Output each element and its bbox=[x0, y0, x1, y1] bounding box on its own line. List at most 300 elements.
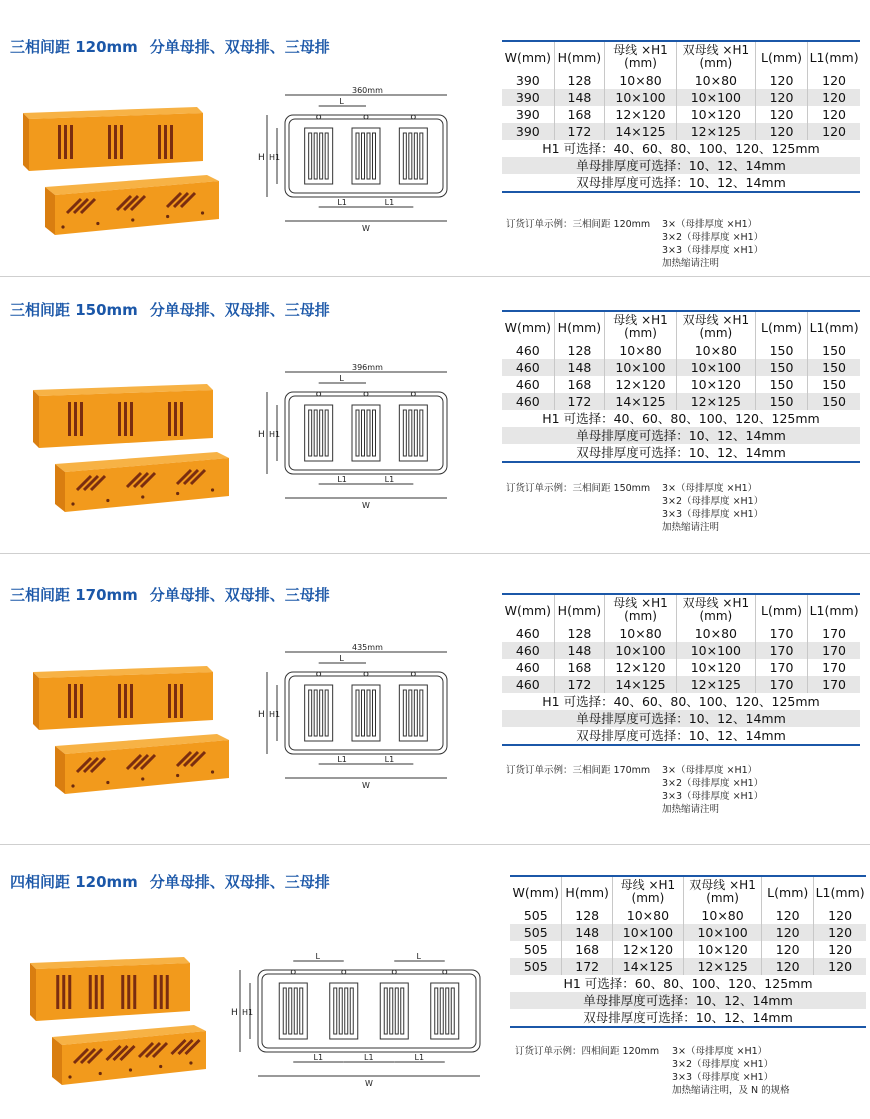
busbar-slot bbox=[373, 690, 376, 736]
dim-label-h1: H1 bbox=[269, 153, 281, 162]
table-header-cell bbox=[808, 594, 860, 625]
table-header-text: H(mm) bbox=[557, 602, 602, 618]
bolt-hole bbox=[131, 218, 134, 221]
busbar-slot bbox=[325, 410, 328, 456]
table-cell: 10×120 bbox=[683, 941, 761, 958]
busbar-slot bbox=[294, 988, 297, 1034]
dim-label-l: L bbox=[416, 952, 421, 961]
order-items bbox=[662, 218, 763, 270]
table-note-row bbox=[502, 727, 860, 745]
busbar-slot bbox=[320, 133, 323, 179]
table-cell: 128 bbox=[562, 907, 612, 924]
order-item: 3×（母排厚度 ×H1） bbox=[672, 1046, 768, 1057]
section-title bbox=[10, 871, 330, 892]
table-cell: 10×80 bbox=[676, 342, 755, 359]
dim-label-top: 435mm bbox=[352, 643, 383, 652]
table-header-cell bbox=[605, 594, 677, 625]
table-cell: 10×100 bbox=[605, 359, 677, 376]
lower-block bbox=[52, 1025, 206, 1085]
slot bbox=[80, 684, 83, 718]
table-row bbox=[502, 625, 860, 642]
table-cell: 10×100 bbox=[676, 89, 755, 106]
spec-table bbox=[502, 593, 860, 746]
slot bbox=[160, 975, 163, 1009]
dim-label-h: H bbox=[258, 153, 265, 163]
table-cell: 10×80 bbox=[683, 907, 761, 924]
slot bbox=[158, 125, 161, 159]
slot bbox=[170, 125, 173, 159]
busbar-slot bbox=[440, 988, 443, 1034]
busbar-slot bbox=[334, 988, 337, 1034]
mount-hole bbox=[291, 970, 295, 974]
busbar-slot bbox=[314, 133, 317, 179]
busbar-slot bbox=[420, 690, 423, 736]
table-cell: 10×100 bbox=[612, 924, 683, 941]
table-cell: 460 bbox=[502, 393, 554, 410]
bolt-hole bbox=[176, 492, 179, 495]
table-cell: 150 bbox=[808, 376, 860, 393]
busbar-slot bbox=[356, 133, 359, 179]
slot bbox=[130, 684, 133, 718]
bolt-hole bbox=[211, 770, 214, 773]
section-subtitle: 分单母排、双母排、三母排 bbox=[149, 873, 330, 891]
table-cell: 128 bbox=[554, 72, 605, 89]
order-item: 加热缩请注明 bbox=[662, 522, 720, 533]
slot bbox=[89, 975, 92, 1009]
busbar-slot bbox=[320, 690, 323, 736]
table-cell: 460 bbox=[502, 625, 554, 642]
order-items bbox=[672, 1045, 790, 1097]
order-example bbox=[506, 482, 856, 537]
table-cell: 168 bbox=[562, 941, 612, 958]
table-note-row bbox=[502, 140, 860, 157]
table-cell: 120 bbox=[814, 924, 866, 941]
busbar-slot bbox=[367, 133, 370, 179]
table-cell: 120 bbox=[814, 958, 866, 975]
table-header-cell bbox=[676, 41, 755, 72]
table-cell: 460 bbox=[502, 642, 554, 659]
spec-table bbox=[502, 310, 860, 463]
order-label: 订货订单示例：三相间距 150mm bbox=[506, 483, 651, 494]
order-item: 3×2（母排厚度 ×H1） bbox=[662, 778, 764, 789]
table-note: 双母排厚度可选择：10、12、14mm bbox=[502, 727, 860, 745]
busbar-slot bbox=[362, 133, 365, 179]
busbar-slot bbox=[314, 410, 317, 456]
table-note-row bbox=[502, 710, 860, 727]
dim-label-l: L bbox=[339, 374, 344, 383]
slot bbox=[118, 402, 121, 436]
table-cell: 170 bbox=[808, 676, 860, 693]
slot bbox=[180, 684, 183, 718]
bolt-hole bbox=[99, 1072, 102, 1075]
table-header-text: 母线 ×H1 (mm) bbox=[613, 313, 668, 340]
upper-block bbox=[33, 384, 213, 448]
table-cell: 120 bbox=[814, 907, 866, 924]
table-note-row bbox=[502, 157, 860, 174]
mount-hole bbox=[317, 392, 321, 396]
dimension-drawing bbox=[255, 362, 455, 512]
table-cell: 120 bbox=[814, 941, 866, 958]
table-cell: 12×125 bbox=[676, 393, 755, 410]
slot bbox=[118, 684, 121, 718]
table-cell: 170 bbox=[808, 625, 860, 642]
table-cell: 170 bbox=[808, 642, 860, 659]
table-header-cell bbox=[755, 41, 807, 72]
bolt-hole bbox=[68, 1075, 71, 1078]
slot bbox=[168, 402, 171, 436]
dim-label-top: 396mm bbox=[352, 363, 383, 372]
busbar-slot bbox=[325, 133, 328, 179]
table-header-cell bbox=[676, 311, 755, 342]
slot bbox=[108, 125, 111, 159]
slot bbox=[180, 402, 183, 436]
order-item: 3×3（母排厚度 ×H1） bbox=[662, 791, 764, 802]
table-cell: 10×120 bbox=[676, 376, 755, 393]
table-header-text: H(mm) bbox=[557, 49, 602, 65]
table-header-row bbox=[510, 876, 866, 907]
table-cell: 168 bbox=[554, 659, 605, 676]
table-note: H1 可选择：40、60、80、100、120、125mm bbox=[502, 140, 860, 157]
dim-label-w: W bbox=[362, 781, 370, 790]
bolt-hole bbox=[189, 1061, 192, 1064]
dim-label-w: W bbox=[362, 501, 370, 510]
section-1 bbox=[0, 0, 870, 276]
table-cell: 10×120 bbox=[676, 106, 755, 123]
table-cell: 12×120 bbox=[605, 659, 677, 676]
table-row bbox=[510, 958, 866, 975]
busbar-slot bbox=[414, 690, 417, 736]
busbar-slot bbox=[401, 988, 404, 1034]
busbar-slot bbox=[414, 410, 417, 456]
order-item: 3×3（母排厚度 ×H1） bbox=[662, 245, 764, 256]
busbar-slot bbox=[451, 988, 454, 1034]
section-4 bbox=[0, 845, 870, 1119]
slot bbox=[133, 975, 136, 1009]
upper-block bbox=[33, 666, 213, 730]
busbar-slot bbox=[283, 988, 286, 1034]
mount-hole bbox=[411, 672, 415, 676]
table-header-text: L1(mm) bbox=[815, 884, 865, 900]
table-cell: 170 bbox=[755, 625, 807, 642]
table-cell: 172 bbox=[554, 393, 605, 410]
order-label: 订货订单示例：三相间距 170mm bbox=[506, 765, 651, 776]
slot bbox=[58, 125, 61, 159]
table-cell: 505 bbox=[510, 924, 562, 941]
bolt-hole bbox=[71, 502, 74, 505]
table-cell: 460 bbox=[502, 676, 554, 693]
section-subtitle: 分单母排、双母排、三母排 bbox=[149, 38, 330, 56]
table-cell: 14×125 bbox=[605, 123, 677, 140]
section-title-text: 三相间距 120mm bbox=[10, 38, 138, 56]
table-cell: 172 bbox=[562, 958, 612, 975]
table-cell: 170 bbox=[755, 642, 807, 659]
table-cell: 120 bbox=[755, 72, 807, 89]
table-cell: 505 bbox=[510, 941, 562, 958]
table-cell: 390 bbox=[502, 72, 554, 89]
bolt-hole bbox=[141, 777, 144, 780]
busbar-slot bbox=[395, 988, 398, 1034]
table-row bbox=[502, 106, 860, 123]
table-cell: 390 bbox=[502, 106, 554, 123]
slot bbox=[70, 125, 73, 159]
section-subtitle: 分单母排、双母排、三母排 bbox=[149, 586, 330, 604]
section-title bbox=[10, 584, 330, 605]
slot bbox=[74, 684, 77, 718]
table-cell: 120 bbox=[755, 89, 807, 106]
order-item: 3×（母排厚度 ×H1） bbox=[662, 219, 758, 230]
table-cell: 170 bbox=[808, 659, 860, 676]
table-cell: 460 bbox=[502, 659, 554, 676]
busbar-slot bbox=[367, 410, 370, 456]
table-header-text: 双母线 ×H1 (mm) bbox=[689, 878, 756, 905]
table-cell: 150 bbox=[755, 393, 807, 410]
table-header-text: L1(mm) bbox=[809, 49, 859, 65]
table-header-cell bbox=[502, 311, 554, 342]
dim-label-l: L bbox=[339, 97, 344, 106]
slot bbox=[164, 125, 167, 159]
slot bbox=[120, 125, 123, 159]
table-cell: 460 bbox=[502, 376, 554, 393]
table-cell: 10×80 bbox=[676, 72, 755, 89]
busbar-slot bbox=[309, 133, 312, 179]
table-cell: 120 bbox=[755, 123, 807, 140]
busbar-slot bbox=[289, 988, 292, 1034]
dim-label-w: W bbox=[362, 224, 370, 233]
table-cell: 150 bbox=[808, 393, 860, 410]
slot bbox=[124, 684, 127, 718]
table-cell: 12×125 bbox=[683, 958, 761, 975]
mount-hole bbox=[342, 970, 346, 974]
table-cell: 120 bbox=[808, 123, 860, 140]
table-cell: 150 bbox=[755, 342, 807, 359]
bolt-hole bbox=[129, 1068, 132, 1071]
busbar-slot bbox=[309, 410, 312, 456]
bolt-hole bbox=[166, 215, 169, 218]
busbar-slot bbox=[403, 690, 406, 736]
bolt-hole bbox=[61, 225, 64, 228]
busbar-slot bbox=[403, 410, 406, 456]
table-note: 双母排厚度可选择：10、12、14mm bbox=[510, 1009, 866, 1027]
table-cell: 10×100 bbox=[683, 924, 761, 941]
table-cell: 10×80 bbox=[605, 625, 677, 642]
section-title-text: 三相间距 150mm bbox=[10, 301, 138, 319]
table-header-cell bbox=[755, 311, 807, 342]
table-cell: 120 bbox=[808, 72, 860, 89]
table-cell: 390 bbox=[502, 123, 554, 140]
table-cell: 10×100 bbox=[605, 642, 677, 659]
table-note: H1 可选择：60、80、100、120、125mm bbox=[510, 975, 866, 992]
mount-hole bbox=[364, 392, 368, 396]
section-title bbox=[10, 299, 330, 320]
slot bbox=[174, 402, 177, 436]
slot bbox=[56, 975, 59, 1009]
insulator-photo bbox=[22, 945, 212, 1095]
order-label: 订货订单示例：四相间距 120mm bbox=[515, 1046, 660, 1057]
slot bbox=[68, 975, 71, 1009]
table-header-text: L(mm) bbox=[760, 602, 803, 618]
bolt-hole bbox=[159, 1065, 162, 1068]
dim-label-h: H bbox=[258, 710, 265, 720]
table-row bbox=[502, 72, 860, 89]
table-header-text: W(mm) bbox=[504, 49, 552, 65]
busbar-slot bbox=[362, 690, 365, 736]
table-header-text: 双母线 ×H1 (mm) bbox=[682, 43, 750, 70]
table-note-row bbox=[510, 1009, 866, 1027]
table-header-cell bbox=[605, 41, 677, 72]
table-header-cell bbox=[683, 876, 761, 907]
busbar-slot bbox=[356, 690, 359, 736]
table-note: 双母排厚度可选择：10、12、14mm bbox=[502, 444, 860, 462]
table-note-row bbox=[502, 693, 860, 710]
slot bbox=[168, 684, 171, 718]
table-header-cell bbox=[554, 594, 605, 625]
table-header-cell bbox=[612, 876, 683, 907]
section-title bbox=[10, 36, 330, 57]
lower-block bbox=[55, 734, 229, 794]
busbar-slot bbox=[350, 988, 353, 1034]
table-cell: 168 bbox=[554, 106, 605, 123]
slot bbox=[166, 975, 169, 1009]
table-header-text: H(mm) bbox=[565, 884, 609, 900]
section-2 bbox=[0, 277, 870, 553]
table-cell: 10×100 bbox=[605, 89, 677, 106]
table-note: 单母排厚度可选择：10、12、14mm bbox=[502, 710, 860, 727]
table-header-row bbox=[502, 311, 860, 342]
spec-table bbox=[510, 875, 866, 1028]
mount-hole bbox=[317, 115, 321, 119]
table-note-row bbox=[502, 174, 860, 192]
table-row bbox=[502, 123, 860, 140]
insulator-photo bbox=[25, 654, 235, 804]
order-example bbox=[506, 764, 856, 819]
section-title-text: 三相间距 170mm bbox=[10, 586, 138, 604]
bolt-hole bbox=[141, 495, 144, 498]
table-cell: 148 bbox=[562, 924, 612, 941]
order-item: 加热缩请注明 bbox=[662, 804, 720, 815]
table-header-text: W(mm) bbox=[512, 884, 559, 900]
table-note: 单母排厚度可选择：10、12、14mm bbox=[502, 157, 860, 174]
table-note-row bbox=[502, 427, 860, 444]
table-header-cell bbox=[762, 876, 814, 907]
slot bbox=[130, 402, 133, 436]
table-header-cell bbox=[554, 311, 605, 342]
table-note: H1 可选择：40、60、80、100、120、125mm bbox=[502, 410, 860, 427]
dim-label-w: W bbox=[365, 1079, 373, 1088]
table-cell: 148 bbox=[554, 642, 605, 659]
upper-block bbox=[30, 957, 190, 1021]
table-note-row bbox=[502, 444, 860, 462]
bolt-hole bbox=[71, 784, 74, 787]
slot bbox=[114, 125, 117, 159]
table-cell: 12×125 bbox=[676, 123, 755, 140]
table-cell: 460 bbox=[502, 342, 554, 359]
busbar-slot bbox=[390, 988, 393, 1034]
order-example bbox=[515, 1045, 865, 1105]
table-header-cell bbox=[502, 41, 554, 72]
busbar-slot bbox=[314, 690, 317, 736]
table-cell: 505 bbox=[510, 907, 562, 924]
table-note: H1 可选择：40、60、80、100、120、125mm bbox=[502, 693, 860, 710]
order-item: 加热缩请注明，及 N 的规格 bbox=[672, 1085, 790, 1096]
table-row bbox=[502, 342, 860, 359]
table-header-text: L(mm) bbox=[760, 49, 803, 65]
dim-label-l1: L1 bbox=[364, 1053, 374, 1062]
table-header-cell bbox=[755, 594, 807, 625]
table-cell: 10×80 bbox=[605, 72, 677, 89]
table-header-text: W(mm) bbox=[504, 602, 552, 618]
order-example bbox=[506, 218, 856, 273]
bolt-hole bbox=[96, 222, 99, 225]
busbar-slot bbox=[300, 988, 303, 1034]
lower-block bbox=[55, 452, 229, 512]
order-item: 3×2（母排厚度 ×H1） bbox=[672, 1059, 774, 1070]
table-cell: 170 bbox=[755, 676, 807, 693]
table-note-row bbox=[502, 410, 860, 427]
table-header-cell bbox=[676, 594, 755, 625]
table-cell: 10×100 bbox=[676, 642, 755, 659]
table-cell: 128 bbox=[554, 342, 605, 359]
table-cell: 14×125 bbox=[605, 676, 677, 693]
busbar-slot bbox=[435, 988, 438, 1034]
slot bbox=[68, 402, 71, 436]
table-cell: 172 bbox=[554, 123, 605, 140]
table-header-row bbox=[502, 41, 860, 72]
table-header-text: 母线 ×H1 (mm) bbox=[620, 878, 676, 905]
table-cell: 150 bbox=[808, 359, 860, 376]
busbar-slot bbox=[362, 410, 365, 456]
busbar-slot bbox=[339, 988, 342, 1034]
busbar-slot bbox=[373, 410, 376, 456]
table-note: 双母排厚度可选择：10、12、14mm bbox=[502, 174, 860, 192]
section-subtitle: 分单母排、双母排、三母排 bbox=[149, 301, 330, 319]
bolt-hole bbox=[176, 774, 179, 777]
order-item: 3×2（母排厚度 ×H1） bbox=[662, 496, 764, 507]
busbar-slot bbox=[414, 133, 417, 179]
busbar-slot bbox=[325, 690, 328, 736]
slot bbox=[127, 975, 130, 1009]
table-cell: 12×120 bbox=[605, 106, 677, 123]
section-3 bbox=[0, 554, 870, 844]
busbar-slot bbox=[345, 988, 348, 1034]
table-header-cell bbox=[510, 876, 562, 907]
dim-label-h: H bbox=[258, 430, 265, 440]
busbar-slot bbox=[420, 410, 423, 456]
table-cell: 120 bbox=[762, 941, 814, 958]
dim-label-h: H bbox=[231, 1008, 238, 1018]
dim-label-h1: H1 bbox=[269, 430, 281, 439]
table-note-row bbox=[510, 975, 866, 992]
busbar-slot bbox=[384, 988, 387, 1034]
table-cell: 128 bbox=[554, 625, 605, 642]
table-cell: 505 bbox=[510, 958, 562, 975]
bolt-hole bbox=[106, 781, 109, 784]
table-header-cell bbox=[808, 311, 860, 342]
table-cell: 14×125 bbox=[612, 958, 683, 975]
mount-hole bbox=[411, 115, 415, 119]
bolt-hole bbox=[106, 499, 109, 502]
busbar-slot bbox=[320, 410, 323, 456]
dim-label-l1: L1 bbox=[337, 198, 347, 207]
busbar-slot bbox=[403, 133, 406, 179]
table-cell: 390 bbox=[502, 89, 554, 106]
order-items bbox=[662, 764, 763, 816]
table-cell: 120 bbox=[755, 106, 807, 123]
upper-block bbox=[23, 107, 203, 171]
table-header-row bbox=[502, 594, 860, 625]
dim-label-l: L bbox=[339, 654, 344, 663]
table-header-cell bbox=[554, 41, 605, 72]
dim-label-l1: L1 bbox=[313, 1053, 324, 1062]
